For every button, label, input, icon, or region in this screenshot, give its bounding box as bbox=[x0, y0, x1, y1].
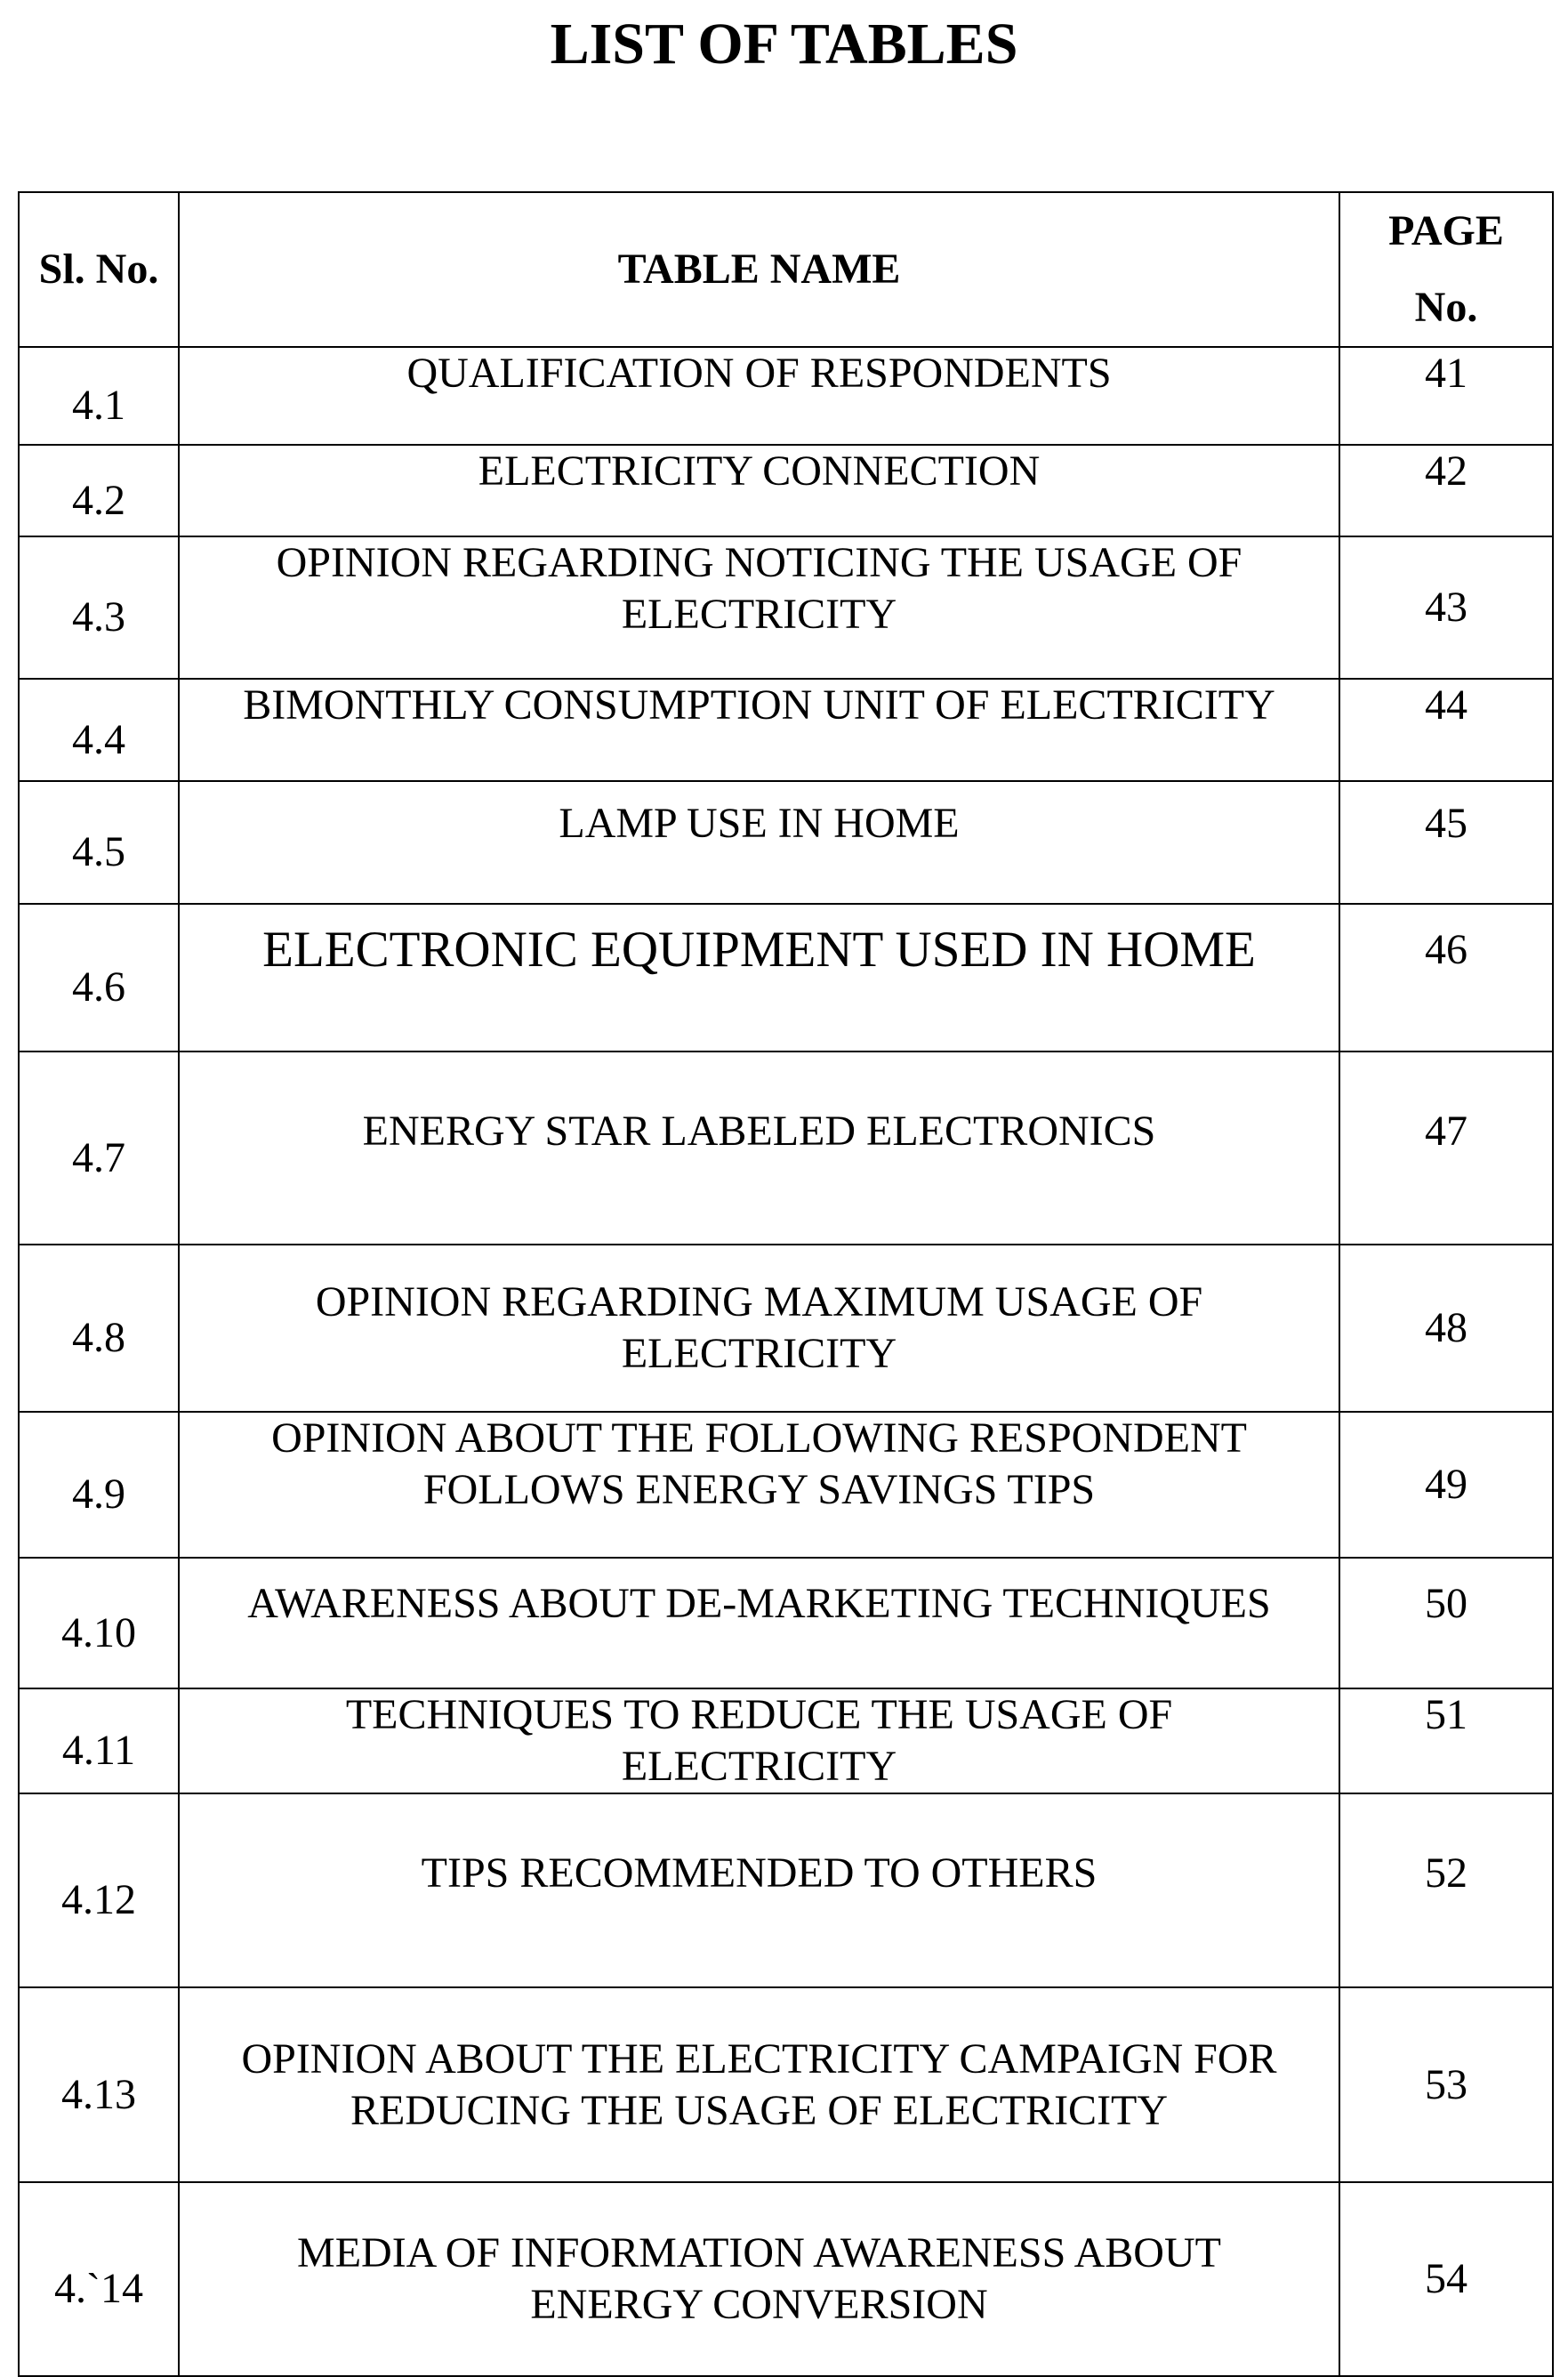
page-header-line1: PAGE bbox=[1388, 207, 1504, 254]
page-number-cell: 48 bbox=[1339, 1245, 1553, 1412]
table-name-cell: QUALIFICATION OF RESPONDENTS bbox=[179, 347, 1339, 445]
sl-no-cell: 4.8 bbox=[19, 1245, 179, 1412]
page-number-cell: 51 bbox=[1339, 1688, 1553, 1793]
sl-no-cell: 4.3 bbox=[19, 536, 179, 679]
table-name-cell: MEDIA OF INFORMATION AWARENESS ABOUT ENERGY CONVERSION bbox=[179, 2182, 1339, 2376]
sl-no-cell: 4.13 bbox=[19, 1987, 179, 2182]
page-number-cell: 47 bbox=[1339, 1052, 1553, 1245]
page-number-cell: 53 bbox=[1339, 1987, 1553, 2182]
table-name-cell: LAMP USE IN HOME bbox=[179, 781, 1339, 904]
table-row bbox=[19, 1793, 1553, 1987]
table-row bbox=[19, 781, 1553, 904]
sl-no-cell: 4.6 bbox=[19, 904, 179, 1052]
page-number-cell: 46 bbox=[1339, 904, 1553, 1052]
page-number-cell: 50 bbox=[1339, 1558, 1553, 1688]
table-header-row bbox=[19, 192, 1553, 347]
page-number-cell: 49 bbox=[1339, 1412, 1553, 1558]
table-row bbox=[19, 679, 1553, 781]
page-number-cell: 52 bbox=[1339, 1793, 1553, 1987]
sl-no-cell: 4.`14 bbox=[19, 2182, 179, 2376]
sl-no-cell: 4.5 bbox=[19, 781, 179, 904]
table-name-cell: OPINION ABOUT THE ELECTRICITY CAMPAIGN FOR REDUCING THE USAGE OF ELECTRICITY bbox=[179, 1987, 1339, 2182]
page-no-header bbox=[1339, 192, 1553, 347]
table-row bbox=[19, 536, 1553, 679]
sl-no-cell: 4.2 bbox=[19, 445, 179, 536]
table-row bbox=[19, 445, 1553, 536]
sl-no-cell: 4.10 bbox=[19, 1558, 179, 1688]
page-number-cell: 45 bbox=[1339, 781, 1553, 904]
table-row bbox=[19, 1987, 1553, 2182]
sl-no-cell: 4.9 bbox=[19, 1412, 179, 1558]
table-row bbox=[19, 2182, 1553, 2376]
page-number-cell: 41 bbox=[1339, 347, 1553, 445]
table-name-cell: BIMONTHLY CONSUMPTION UNIT OF ELECTRICITY bbox=[179, 679, 1339, 781]
page-title: LIST OF TABLES bbox=[550, 12, 1018, 77]
table-name-cell: TECHNIQUES TO REDUCE THE USAGE OF ELECTRICITY bbox=[179, 1688, 1339, 1793]
page-header-line2: No. bbox=[1414, 284, 1478, 331]
table-row bbox=[19, 1412, 1553, 1558]
sl-no-cell: 4.1 bbox=[19, 347, 179, 445]
table-name-cell: ELECTRICITY CONNECTION bbox=[179, 445, 1339, 536]
table-name-header: TABLE NAME bbox=[179, 192, 1339, 347]
page-number-cell: 43 bbox=[1339, 536, 1553, 679]
table-name-cell: AWARENESS ABOUT DE-MARKETING TECHNIQUES bbox=[179, 1558, 1339, 1688]
table-name-cell: OPINION REGARDING NOTICING THE USAGE OF ELECTRICITY bbox=[179, 536, 1339, 679]
list-of-tables bbox=[18, 191, 1554, 2377]
sl-no-cell: 4.11 bbox=[19, 1688, 179, 1793]
sl-no-cell: 4.4 bbox=[19, 679, 179, 781]
sl-no-header: Sl. No. bbox=[19, 192, 179, 347]
table-name-cell: OPINION REGARDING MAXIMUM USAGE OF ELECTRICITY bbox=[179, 1245, 1339, 1412]
page-number-cell: 44 bbox=[1339, 679, 1553, 781]
table-name-cell: ELECTRONIC EQUIPMENT USED IN HOME bbox=[179, 904, 1339, 1052]
page-number-cell: 42 bbox=[1339, 445, 1553, 536]
sl-no-cell: 4.12 bbox=[19, 1793, 179, 1987]
table-row bbox=[19, 1688, 1553, 1793]
table-name-cell: OPINION ABOUT THE FOLLOWING RESPONDENT FOLLOWS ENERGY SAVINGS TIPS bbox=[179, 1412, 1339, 1558]
sl-no-cell: 4.7 bbox=[19, 1052, 179, 1245]
table-row bbox=[19, 1052, 1553, 1245]
table-row bbox=[19, 904, 1553, 1052]
table-name-cell: ENERGY STAR LABELED ELECTRONICS bbox=[179, 1052, 1339, 1245]
table-name-cell: TIPS RECOMMENDED TO OTHERS bbox=[179, 1793, 1339, 1987]
table-row bbox=[19, 1558, 1553, 1688]
page-number-cell: 54 bbox=[1339, 2182, 1553, 2376]
table-row bbox=[19, 1245, 1553, 1412]
table-row bbox=[19, 347, 1553, 445]
